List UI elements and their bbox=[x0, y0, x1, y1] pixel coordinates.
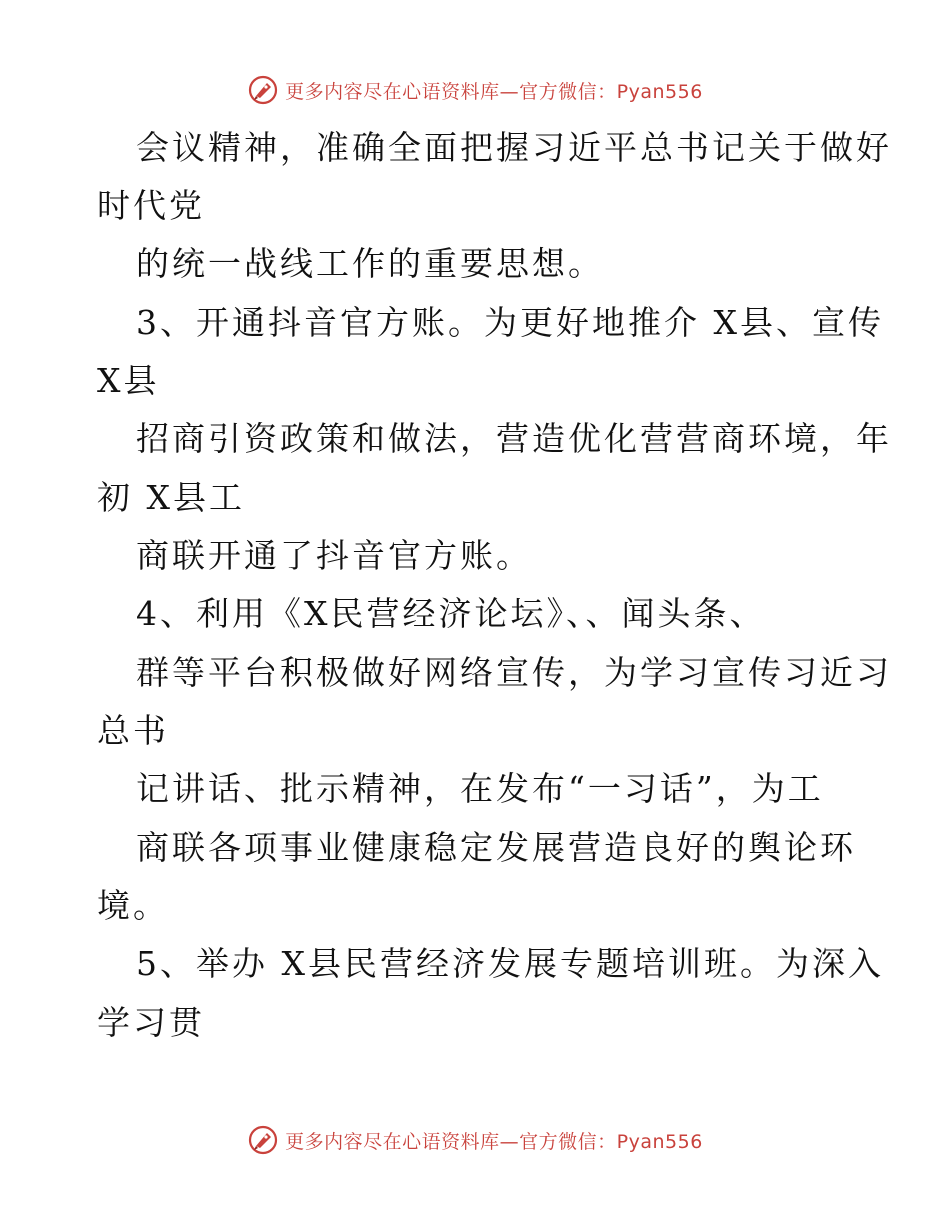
text-line: 会议精神，准确全面把握习近平总书记关于做好 bbox=[136, 128, 892, 167]
pen-nib-logo-icon bbox=[247, 1124, 279, 1156]
text-line: 4、利用《X民营经济论坛》、、闻头条、 bbox=[136, 594, 766, 633]
footer-banner bbox=[0, 1120, 950, 1160]
pen-nib-logo-icon bbox=[247, 74, 279, 106]
header-banner-text: 更多内容尽在心语资料库—官方微信：Pyan556 bbox=[285, 80, 703, 103]
text-line: 学习贯 bbox=[97, 1003, 205, 1042]
text-line: 3、开通抖音官方账。为更好地推介 X县、宣传 bbox=[136, 303, 884, 342]
text-line: 的统一战线工作的重要思想。 bbox=[136, 244, 604, 283]
text-line: 商联各项事业健康稳定发展营造良好的舆论环 bbox=[136, 828, 856, 867]
text-line: 商联开通了抖音官方账。 bbox=[136, 536, 532, 575]
text-line: 记讲话、批示精神，在发布“一习话”，为工 bbox=[136, 769, 824, 808]
text-line: 5、举办 X县民营经济发展专题培训班。为深入 bbox=[136, 944, 884, 983]
text-line: 总书 bbox=[97, 711, 169, 750]
footer-banner-text: 更多内容尽在心语资料库—官方微信：Pyan556 bbox=[285, 1130, 703, 1153]
text-line: 招商引资政策和做法，营造优化营营商环境，年 bbox=[136, 419, 892, 458]
text-line: 境。 bbox=[97, 886, 169, 925]
text-line: 初 X县工 bbox=[97, 478, 245, 517]
header-banner bbox=[0, 70, 950, 110]
text-line: 群等平台积极做好网络宣传，为学习宣传习近习 bbox=[136, 653, 892, 692]
text-line: X县 bbox=[97, 361, 160, 400]
text-line: 时代党 bbox=[97, 186, 205, 225]
